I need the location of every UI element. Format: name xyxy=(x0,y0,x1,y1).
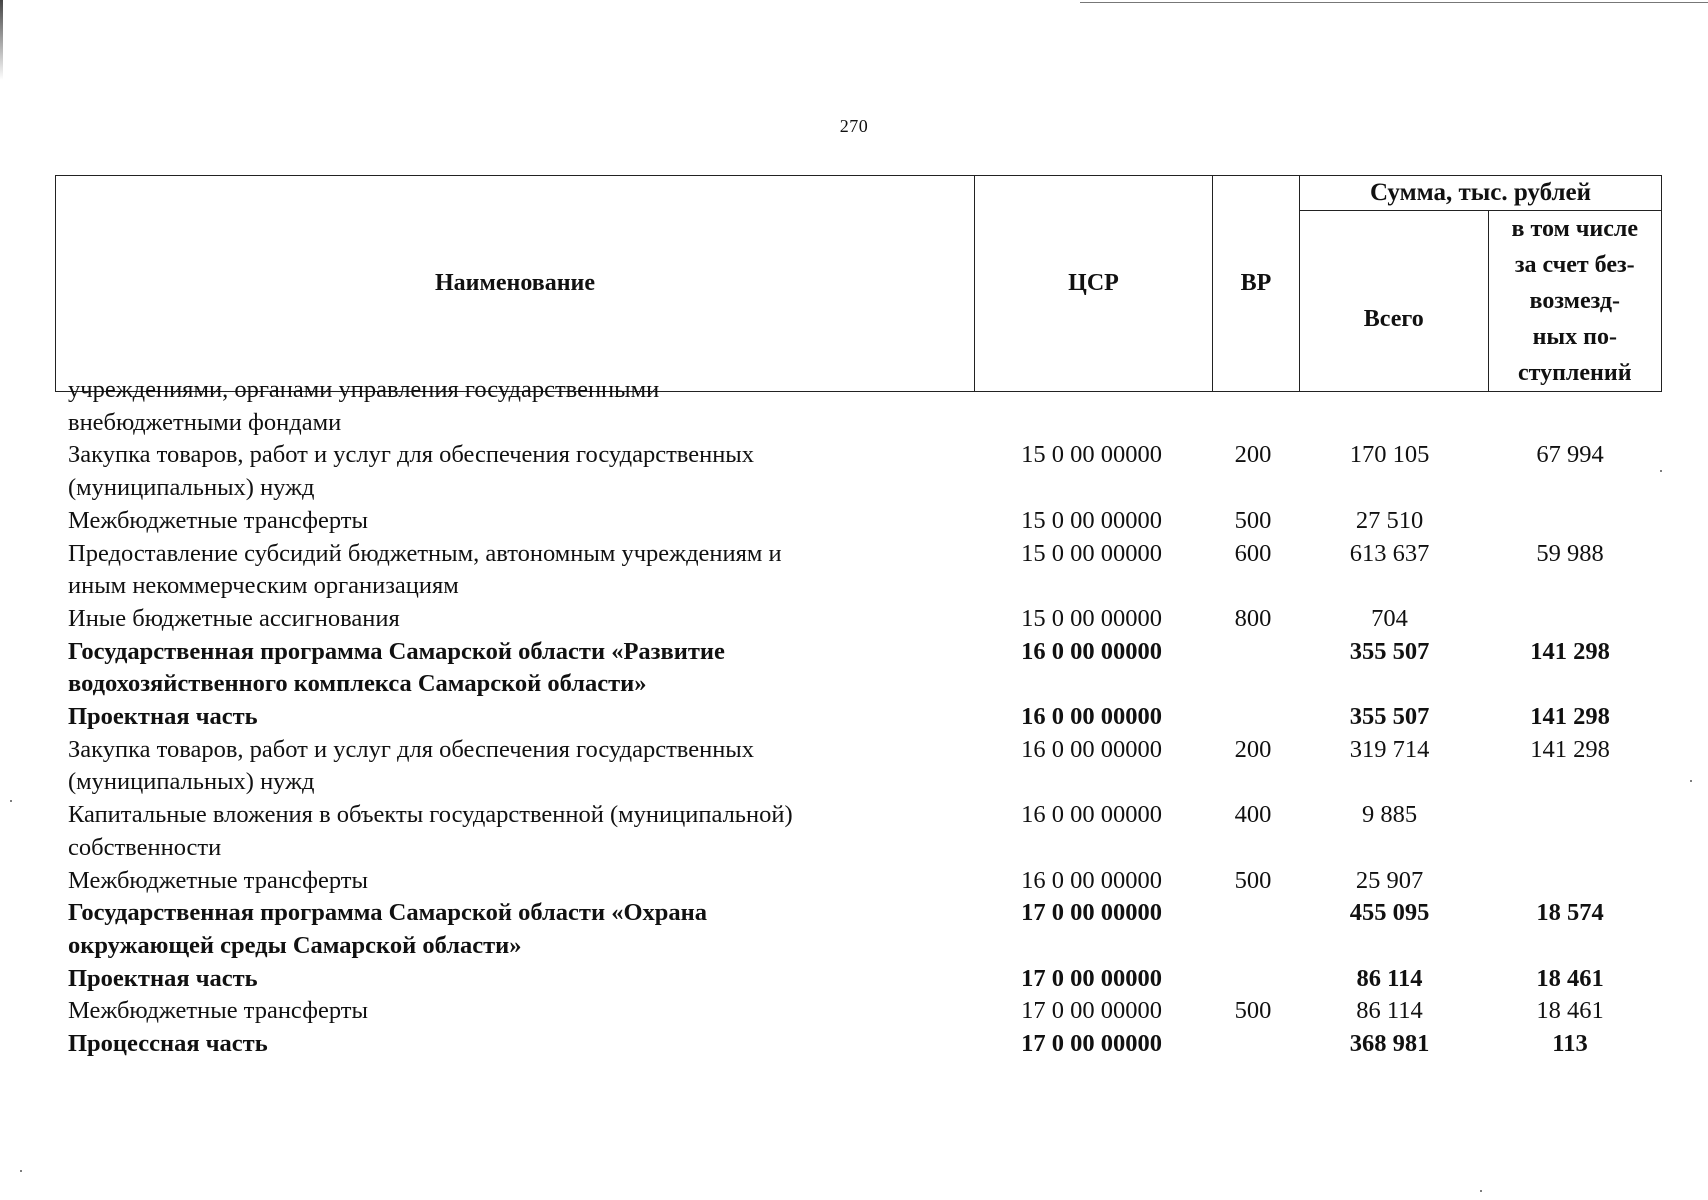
cell-name-line: Капитальные вложения в объекты государственной (муниципальной) xyxy=(68,801,793,829)
scan-speck xyxy=(1660,470,1662,472)
header-name: Наименование xyxy=(56,176,975,392)
cell-csr: 17 0 00 00000 xyxy=(1021,899,1162,927)
cell-vr: 500 xyxy=(1234,506,1272,534)
cell-name-line: водохозяйственного комплекса Самарской области» xyxy=(68,670,647,698)
table-row xyxy=(55,374,1657,439)
cell-vr xyxy=(1210,1028,1296,1061)
cell-total: 355 507 xyxy=(1349,637,1430,665)
cell-name-line: Государственная программа Самарской области «Развитие xyxy=(68,637,725,665)
scan-speck xyxy=(20,1170,22,1172)
cell-vr xyxy=(1210,701,1296,734)
table-body xyxy=(55,374,1657,1061)
cell-total: 86 114 xyxy=(1356,997,1423,1025)
cell-vr xyxy=(1210,963,1296,996)
cell-name xyxy=(55,995,973,1028)
cell-name-line: Закупка товаров, работ и услуг для обеспечения государственных xyxy=(68,441,755,469)
table-row xyxy=(55,538,1657,603)
cell-name xyxy=(55,865,973,898)
scan-edge-line xyxy=(1080,2,1708,3)
cell-vr: 500 xyxy=(1234,997,1272,1025)
cell-vr: 800 xyxy=(1234,604,1272,632)
cell-including: 141 298 xyxy=(1530,637,1610,665)
cell-including: 141 298 xyxy=(1530,735,1610,763)
cell-including xyxy=(1483,865,1657,898)
header-including-line: возмезд- xyxy=(1529,288,1620,314)
cell-name-line: иным некоммерческим организациям xyxy=(68,572,459,600)
scan-speck xyxy=(10,800,12,802)
cell-total: 86 114 xyxy=(1356,964,1423,992)
cell-name xyxy=(55,505,973,538)
cell-name-line: собственности xyxy=(68,833,222,861)
cell-name xyxy=(55,439,973,504)
table-row xyxy=(55,505,1657,538)
cell-total: 27 510 xyxy=(1355,506,1424,534)
cell-total: 704 xyxy=(1371,604,1408,632)
header-including-line: ных по- xyxy=(1532,324,1617,350)
cell-name xyxy=(55,897,973,962)
cell-including xyxy=(1483,505,1657,538)
cell-csr: 16 0 00 00000 xyxy=(1021,637,1162,665)
cell-vr xyxy=(1210,374,1296,439)
cell-csr: 16 0 00 00000 xyxy=(1021,703,1162,731)
table-rows xyxy=(55,374,1657,1061)
table-row xyxy=(55,603,1657,636)
table-row xyxy=(55,636,1657,701)
cell-including: 113 xyxy=(1552,1030,1588,1058)
header-vr: ВР xyxy=(1213,176,1300,392)
cell-including: 18 461 xyxy=(1536,964,1604,992)
cell-including: 67 994 xyxy=(1536,441,1604,469)
cell-name xyxy=(55,799,973,864)
cell-name-line: Межбюджетные трансферты xyxy=(68,997,368,1025)
cell-including: 59 988 xyxy=(1536,539,1604,567)
table-row xyxy=(55,963,1657,996)
table-row xyxy=(55,995,1657,1028)
cell-name-line: Межбюджетные трансферты xyxy=(68,866,368,894)
cell-including xyxy=(1483,374,1657,439)
cell-name-line: Процессная часть xyxy=(68,1030,268,1058)
cell-name xyxy=(55,374,973,439)
cell-name-line: Межбюджетные трансферты xyxy=(68,506,368,534)
cell-total: 455 095 xyxy=(1349,899,1430,927)
table-row xyxy=(55,799,1657,864)
cell-name-line: Проектная часть xyxy=(68,964,258,992)
cell-name-line: Государственная программа Самарской области «Охрана xyxy=(68,899,707,927)
cell-total: 368 981 xyxy=(1349,1030,1430,1058)
cell-csr: 17 0 00 00000 xyxy=(1021,964,1162,992)
cell-vr: 600 xyxy=(1234,539,1272,567)
cell-csr: 16 0 00 00000 xyxy=(1021,866,1162,894)
cell-name-line: внебюджетными фондами xyxy=(68,408,342,436)
cell-including xyxy=(1483,603,1657,636)
scan-speck xyxy=(1480,1190,1482,1192)
cell-name-line: Проектная часть xyxy=(68,703,258,731)
header-total: Всего xyxy=(1300,211,1489,392)
cell-name xyxy=(55,734,973,799)
table-row xyxy=(55,734,1657,799)
cell-name-line: Закупка товаров, работ и услуг для обеспечения государственных xyxy=(68,735,755,763)
table-row xyxy=(55,897,1657,962)
cell-name-line: Предоставление субсидий бюджетным, автономным учреждениям и xyxy=(68,539,782,567)
cell-name xyxy=(55,636,973,701)
cell-name-line: (муниципальных) нужд xyxy=(68,474,315,502)
header-csr: ЦСР xyxy=(975,176,1213,392)
cell-csr: 17 0 00 00000 xyxy=(1021,1030,1162,1058)
cell-csr: 15 0 00 00000 xyxy=(1021,539,1162,567)
cell-vr: 500 xyxy=(1234,866,1272,894)
cell-total: 25 907 xyxy=(1355,866,1424,894)
cell-csr: 15 0 00 00000 xyxy=(1021,441,1162,469)
header-including-line: за счет без- xyxy=(1514,252,1635,278)
cell-name-line: окружающей среды Самарской области» xyxy=(68,931,522,959)
cell-including xyxy=(1483,799,1657,864)
cell-total: 319 714 xyxy=(1349,735,1430,763)
cell-including: 141 298 xyxy=(1530,703,1610,731)
cell-csr: 16 0 00 00000 xyxy=(1021,801,1162,829)
cell-name xyxy=(55,538,973,603)
cell-including: 18 461 xyxy=(1536,997,1604,1025)
cell-total: 170 105 xyxy=(1349,441,1430,469)
cell-including: 18 574 xyxy=(1536,899,1604,927)
cell-name xyxy=(55,701,973,734)
cell-csr xyxy=(973,374,1210,439)
cell-vr xyxy=(1210,636,1296,701)
cell-vr: 200 xyxy=(1234,441,1272,469)
header-including xyxy=(1488,211,1661,392)
cell-vr xyxy=(1210,897,1296,962)
table-header xyxy=(55,175,1662,392)
cell-csr: 15 0 00 00000 xyxy=(1021,604,1162,632)
table-row xyxy=(55,439,1657,504)
cell-name xyxy=(55,963,973,996)
cell-name-line: (муниципальных) нужд xyxy=(68,768,315,796)
cell-total xyxy=(1296,374,1483,439)
cell-name-line: учреждениями, органами управления государственными xyxy=(68,376,660,403)
cell-csr: 15 0 00 00000 xyxy=(1021,506,1162,534)
page-number: 270 xyxy=(839,116,869,136)
table-row xyxy=(55,1028,1657,1061)
scan-edge-shadow xyxy=(0,0,3,80)
header-including-line: в том числе xyxy=(1511,216,1638,242)
header-including-line: ступлений xyxy=(1517,360,1632,386)
cell-total: 355 507 xyxy=(1349,703,1430,731)
table-row xyxy=(55,701,1657,734)
cell-name xyxy=(55,1028,973,1061)
cell-csr: 17 0 00 00000 xyxy=(1021,997,1162,1025)
table-row xyxy=(55,865,1657,898)
cell-csr: 16 0 00 00000 xyxy=(1021,735,1162,763)
cell-vr: 400 xyxy=(1234,801,1272,829)
header-sum: Сумма, тыс. рублей xyxy=(1300,176,1662,211)
scan-speck xyxy=(1690,780,1692,782)
cell-total: 9 885 xyxy=(1361,801,1418,829)
cell-total: 613 637 xyxy=(1349,539,1430,567)
cell-name xyxy=(55,603,973,636)
cell-vr: 200 xyxy=(1234,735,1272,763)
cell-name-line: Иные бюджетные ассигнования xyxy=(68,604,400,632)
